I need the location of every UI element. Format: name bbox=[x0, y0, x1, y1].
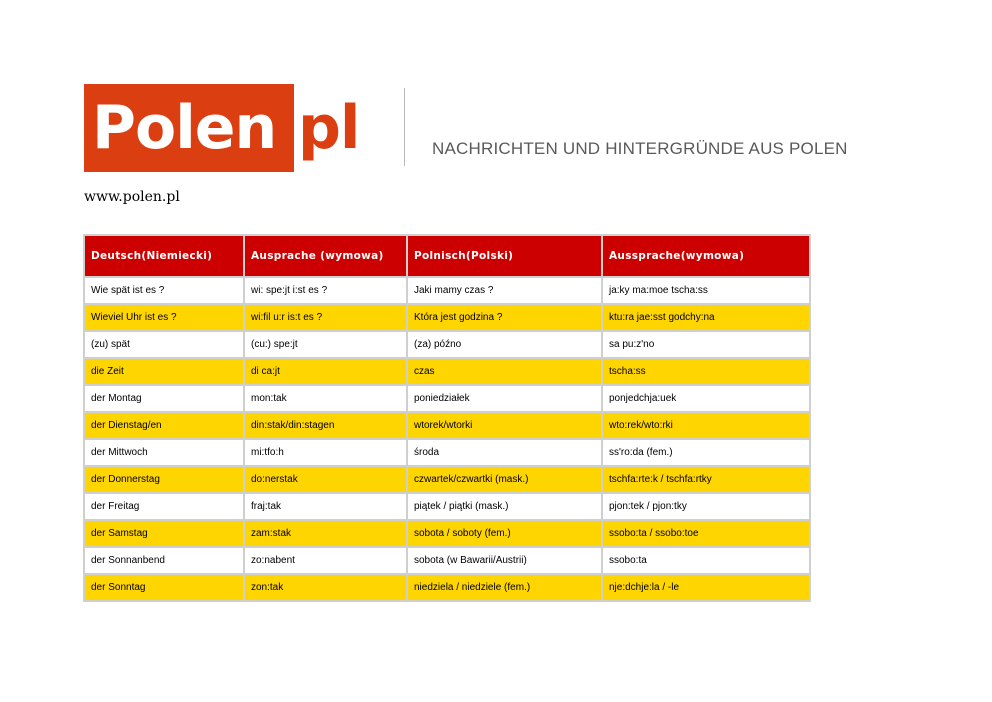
table-cell: Która jest godzina ? bbox=[408, 305, 601, 330]
table-cell: der Donnerstag bbox=[85, 467, 243, 492]
column-header: Aussprache(wymowa) bbox=[603, 236, 809, 276]
table-cell: (za) późno bbox=[408, 332, 601, 357]
table-cell: der Sonntag bbox=[85, 575, 243, 600]
table-cell: din:stak/din:stagen bbox=[245, 413, 406, 438]
table-cell: ponjedchja:uek bbox=[603, 386, 809, 411]
logo-main-text: Polen bbox=[92, 93, 277, 163]
table-row bbox=[85, 467, 809, 492]
table-cell: ktu:ra jae:sst godchy:na bbox=[603, 305, 809, 330]
table-cell: sobota / soboty (fem.) bbox=[408, 521, 601, 546]
table-cell: die Zeit bbox=[85, 359, 243, 384]
table-cell: nje:dchje:la / -le bbox=[603, 575, 809, 600]
table-row bbox=[85, 386, 809, 411]
table-cell: wtorek/wtorki bbox=[408, 413, 601, 438]
table-cell: der Sonnanbend bbox=[85, 548, 243, 573]
table-cell: zam:stak bbox=[245, 521, 406, 546]
table-cell: zo:nabent bbox=[245, 548, 406, 573]
table-cell: mon:tak bbox=[245, 386, 406, 411]
table-cell: do:nerstak bbox=[245, 467, 406, 492]
polen-logo bbox=[92, 84, 359, 172]
table-cell: der Dienstag/en bbox=[85, 413, 243, 438]
table-cell: niedziela / niedziele (fem.) bbox=[408, 575, 601, 600]
column-header: Polnisch(Polski) bbox=[408, 236, 601, 276]
table-cell: der Freitag bbox=[85, 494, 243, 519]
table-row bbox=[85, 521, 809, 546]
table-header-row bbox=[85, 236, 809, 276]
tagline: NACHRICHTEN UND HINTERGRÜNDE AUS POLEN bbox=[432, 139, 848, 158]
table-cell: wi:fil u:r is:t es ? bbox=[245, 305, 406, 330]
table-cell: (cu:) spe:jt bbox=[245, 332, 406, 357]
table-row bbox=[85, 278, 809, 303]
column-header: Ausprache (wymowa) bbox=[245, 236, 406, 276]
table-cell: ssobo:ta / ssobo:toe bbox=[603, 521, 809, 546]
logo-tld-text: pl bbox=[297, 93, 360, 163]
table-cell: czas bbox=[408, 359, 601, 384]
table-cell: wto:rek/wto:rki bbox=[603, 413, 809, 438]
table-row bbox=[85, 575, 809, 600]
table-row bbox=[85, 494, 809, 519]
table-cell: pjon:tek / pjon:tky bbox=[603, 494, 809, 519]
table-row bbox=[85, 305, 809, 330]
table-cell: fraj:tak bbox=[245, 494, 406, 519]
header-divider bbox=[404, 88, 405, 166]
table-row bbox=[85, 359, 809, 384]
table-cell: der Mittwoch bbox=[85, 440, 243, 465]
table-cell: Wieviel Uhr ist es ? bbox=[85, 305, 243, 330]
table-row bbox=[85, 548, 809, 573]
site-url: www.polen.pl bbox=[84, 189, 180, 205]
table-cell: zon:tak bbox=[245, 575, 406, 600]
table-cell: tschfa:rte:k / tschfa:rtky bbox=[603, 467, 809, 492]
table-cell: der Samstag bbox=[85, 521, 243, 546]
table-cell: piątek / piątki (mask.) bbox=[408, 494, 601, 519]
table-cell: Wie spät ist es ? bbox=[85, 278, 243, 303]
table-cell: ss'ro:da (fem.) bbox=[603, 440, 809, 465]
table-cell: sa pu:z'no bbox=[603, 332, 809, 357]
table-cell: tscha:ss bbox=[603, 359, 809, 384]
table-row bbox=[85, 332, 809, 357]
table-cell: czwartek/czwartki (mask.) bbox=[408, 467, 601, 492]
table-row bbox=[85, 440, 809, 465]
table-cell: der Montag bbox=[85, 386, 243, 411]
logo-dot: . bbox=[276, 93, 298, 163]
table-cell: di ca:jt bbox=[245, 359, 406, 384]
table-row bbox=[85, 413, 809, 438]
table-cell: poniedziałek bbox=[408, 386, 601, 411]
column-header: Deutsch(Niemiecki) bbox=[85, 236, 243, 276]
table-cell: Jaki mamy czas ? bbox=[408, 278, 601, 303]
vocabulary-table bbox=[83, 234, 811, 602]
table-cell: ja:ky ma:moe tscha:ss bbox=[603, 278, 809, 303]
table-cell: wi: spe:jt i:st es ? bbox=[245, 278, 406, 303]
table-cell: sobota (w Bawarii/Austrii) bbox=[408, 548, 601, 573]
table-cell: mi:tfo:h bbox=[245, 440, 406, 465]
table-cell: środa bbox=[408, 440, 601, 465]
table-cell: ssobo:ta bbox=[603, 548, 809, 573]
table-cell: (zu) spät bbox=[85, 332, 243, 357]
